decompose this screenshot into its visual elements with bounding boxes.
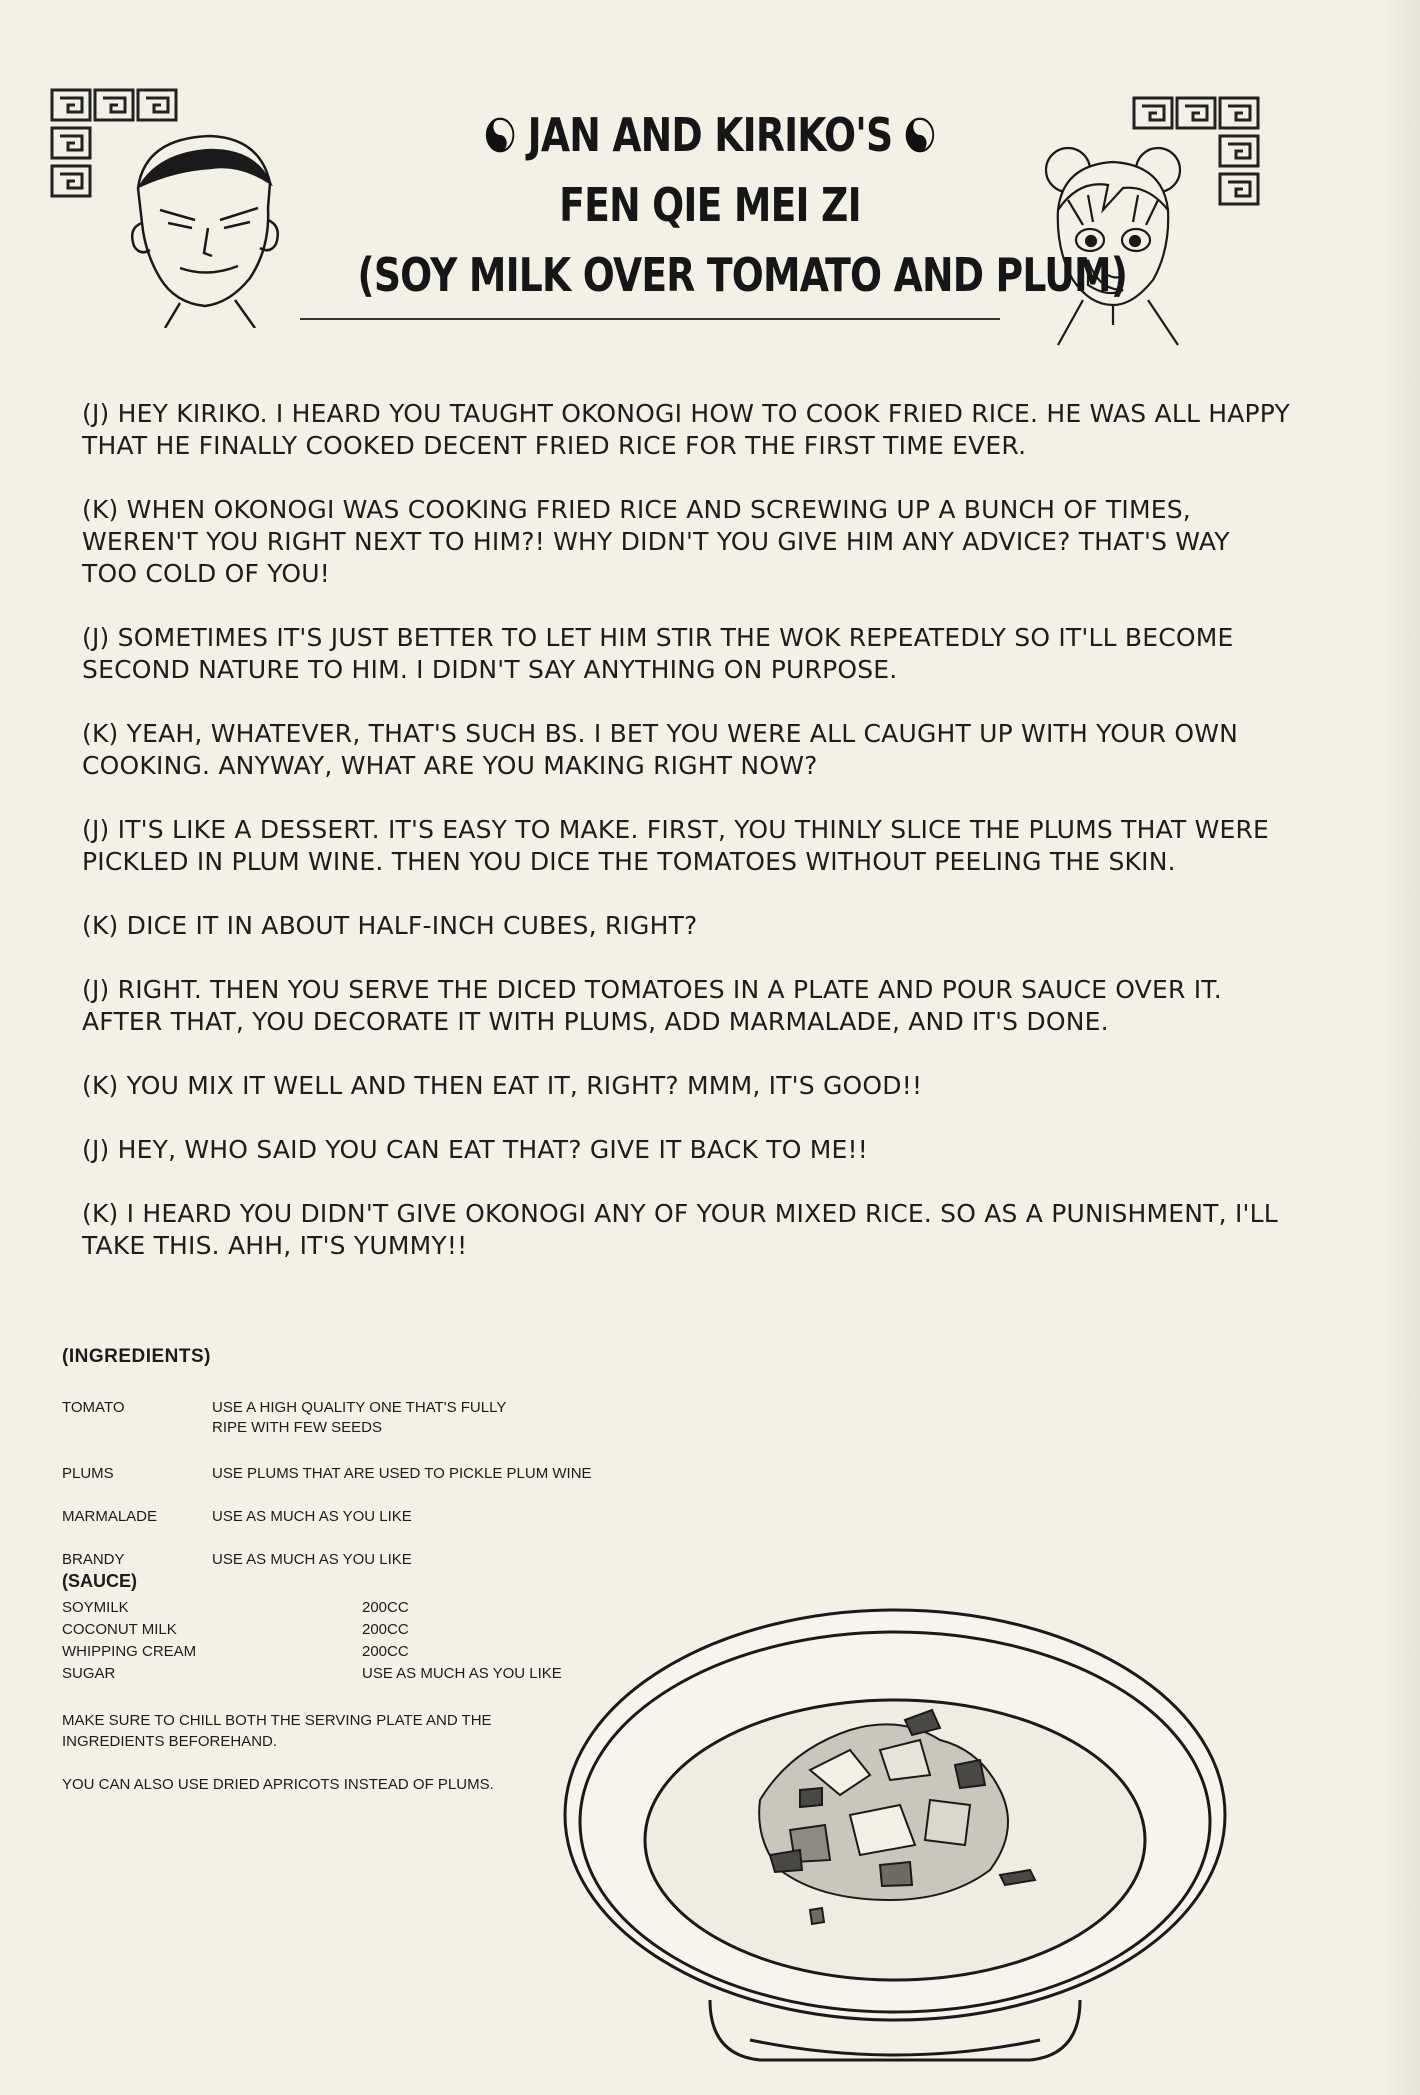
sauce-amount: 200CC [362, 1621, 409, 1638]
dialogue-line: (J) HEY, WHO SAID YOU CAN EAT THAT? GIVE IT BACK TO ME!! [82, 1135, 868, 1164]
prep-note: MAKE SURE TO CHILL BOTH THE SERVING PLATE AND THE INGREDIENTS BEFOREHAND. [62, 1712, 492, 1750]
dialogue-line: (J) HEY KIRIKO. I HEARD YOU TAUGHT OKONOGI HOW TO COOK FRIED RICE. HE WAS ALL HAPPY THAT HE FINALLY COOKED DECENT FRIED RICE FOR THE FIRST TIME EVER. [82, 399, 1291, 460]
sauce-amount: 200CC [362, 1599, 409, 1616]
title-line-1 [357, 100, 1062, 170]
ingredient-desc: USE AS MUCH AS YOU LIKE [212, 1551, 412, 1568]
prep-note: YOU CAN ALSO USE DRIED APRICOTS INSTEAD OF PLUMS. [62, 1776, 494, 1793]
sauce-name: SOYMILK [62, 1599, 129, 1616]
recipe-title [280, 100, 1140, 310]
sauce-name: WHIPPING CREAM [62, 1643, 197, 1660]
sauce-amount: USE AS MUCH AS YOU LIKE [362, 1665, 562, 1682]
dialogue-line: (K) YOU MIX IT WELL AND THEN EAT IT, RIGHT? MMM, IT'S GOOD!! [82, 1071, 923, 1100]
ingredient-name: PLUMS [62, 1465, 114, 1482]
ingredients-heading: (INGREDIENTS) [62, 1346, 211, 1367]
ingredient-desc: USE PLUMS THAT ARE USED TO PICKLE PLUM WINE [212, 1465, 592, 1482]
ingredient-name: BRANDY [62, 1551, 125, 1568]
ingredient-name: MARMALADE [62, 1508, 158, 1525]
dialogue-line: (K) WHEN OKONOGI WAS COOKING FRIED RICE AND SCREWING UP A BUNCH OF TIMES, WEREN'T YOU RIGHT NEXT TO HIM?! WHY DIDN'T YOU GIVE HIM ANY ADVICE? THAT'S WAY TOO COLD OF YOU! [82, 495, 1230, 588]
sauce-name: COCONUT MILK [62, 1621, 177, 1638]
title-text-1: JAN AND KIRIKO'S [527, 108, 893, 162]
dialogue-line: (K) I HEARD YOU DIDN'T GIVE OKONOGI ANY OF YOUR MIXED RICE. SO AS A PUNISHMENT, I'LL TAKE THIS. AHH, IT'S YUMMY!! [82, 1199, 1278, 1260]
yin-yang-icon-right [905, 117, 935, 153]
ingredient-desc: USE AS MUCH AS YOU LIKE [212, 1508, 412, 1525]
ingredient-name: TOMATO [62, 1399, 125, 1416]
dialogue-line: (K) DICE IT IN ABOUT HALF-INCH CUBES, RIGHT? [82, 911, 698, 940]
dialogue-line: (J) SOMETIMES IT'S JUST BETTER TO LET HIM STIR THE WOK REPEATEDLY SO IT'LL BECOME SECOND NATURE TO HIM. I DIDN'T SAY ANYTHING ON PURPOSE. [82, 623, 1234, 684]
ingredient-desc: USE A HIGH QUALITY ONE THAT'S FULLY RIPE WITH FEW SEEDS [212, 1399, 507, 1436]
dialogue-line: (K) YEAH, WHATEVER, THAT'S SUCH BS. I BET YOU WERE ALL CAUGHT UP WITH YOUR OWN COOKING. ANYWAY, WHAT ARE YOU MAKING RIGHT NOW? [82, 719, 1239, 780]
sauce-heading: (SAUCE) [62, 1571, 137, 1591]
dessert-bowl-illustration [560, 1600, 1250, 2080]
yin-yang-icon-left [485, 117, 515, 153]
title-line-2: FEN QIE MEI ZI [559, 178, 861, 232]
title-line-3: (SOY MILK OVER TOMATO AND PLUM) [357, 248, 1128, 302]
sauce-amount: 200CC [362, 1643, 409, 1660]
title-underline [300, 318, 1000, 320]
dialogue-section [82, 398, 1292, 1294]
sauce-name: SUGAR [62, 1665, 116, 1682]
dialogue-line: (J) IT'S LIKE A DESSERT. IT'S EASY TO MAKE. FIRST, YOU THINLY SLICE THE PLUMS THAT WERE PICKLED IN PLUM WINE. THEN YOU DICE THE TOMATOES WITHOUT PEELING THE SKIN. [82, 815, 1270, 876]
dialogue-line: (J) RIGHT. THEN YOU SERVE THE DICED TOMATOES IN A PLATE AND POUR SAUCE OVER IT. AFTER THAT, YOU DECORATE IT WITH PLUMS, ADD MARMALADE, AND IT'S DONE. [82, 975, 1222, 1036]
jan-portrait [120, 128, 290, 328]
page-edge-shadow [1380, 0, 1420, 2095]
